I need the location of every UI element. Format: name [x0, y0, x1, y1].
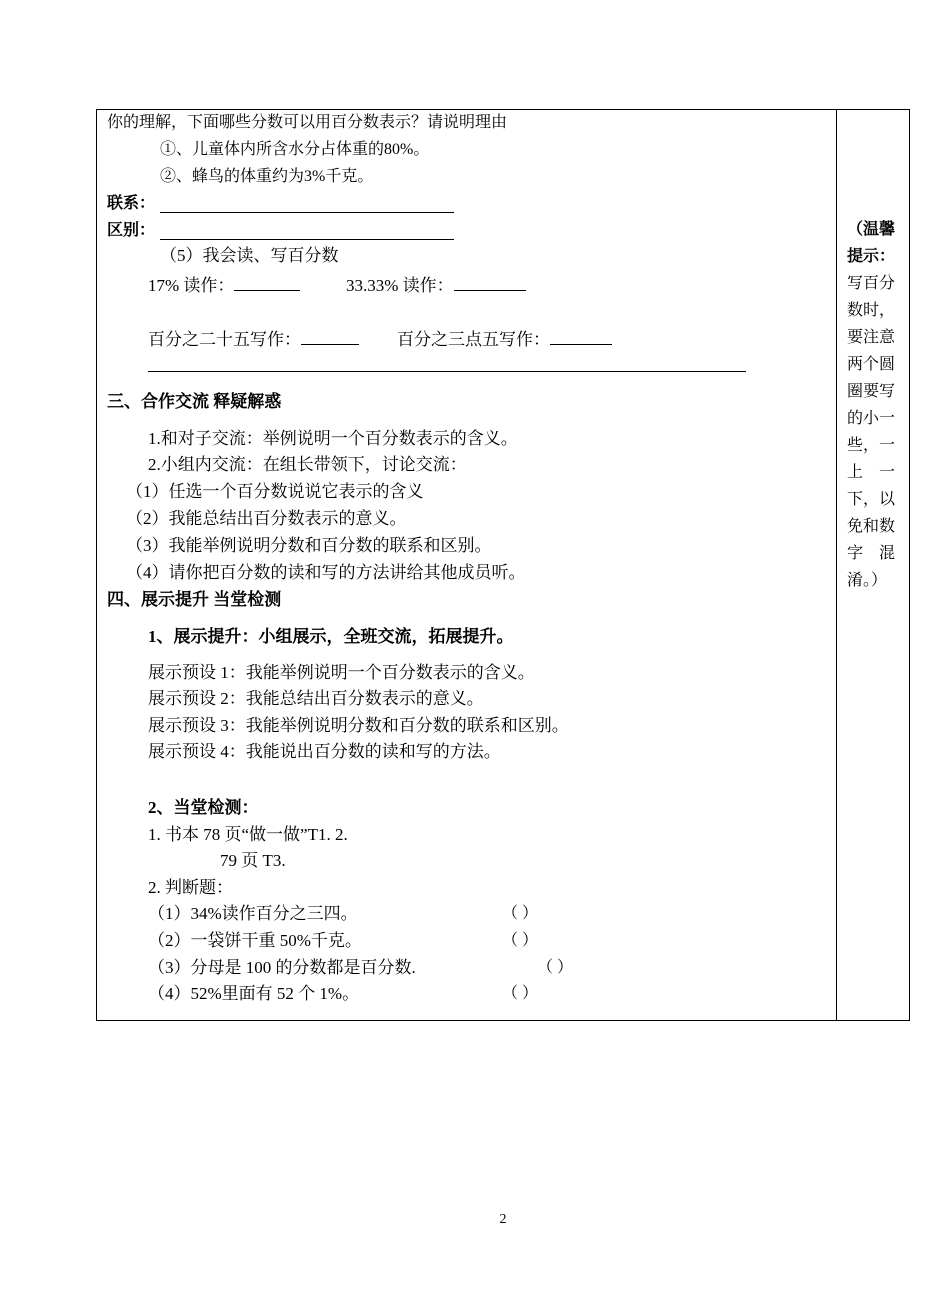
read-item-1-blank [234, 274, 300, 291]
sidebar-tip [847, 216, 905, 594]
preset-line: 展示预设 2：我能总结出百分数表示的意义。 [148, 689, 484, 708]
section3-line: 2.小组内交流：在组长带领下，讨论交流： [148, 455, 467, 474]
section3-line: （1）任选一个百分数说说它表示的含义 [126, 482, 424, 501]
sidebar-tip-line: 淆。） [847, 572, 888, 589]
difference-answer-line [160, 239, 454, 240]
read-item-1-prefix: 17% 读作： [148, 276, 235, 295]
read-item-2-blank [454, 274, 526, 291]
read-item-2-prefix: 33.33% 读作： [346, 276, 454, 295]
sidebar-tip-line: 下，以 [847, 491, 896, 508]
judge-question: （4）52%里面有 52 个 1%。 [148, 984, 360, 1003]
question-item-1: ①、儿童体内所含水分占体重的80%。 [160, 141, 430, 158]
section3-line: 1.和对子交流：举例说明一个百分数表示的含义。 [148, 429, 518, 448]
judge-question: （1）34%读作百分之三四。 [148, 904, 358, 923]
preset-line: 展示预设 3：我能举例说明分数和百分数的联系和区别。 [148, 716, 569, 735]
section3-title: 三、合作交流 释疑解惑 [107, 392, 282, 411]
sidebar-tip-line: 上 一 [847, 464, 896, 481]
judge-question: （3）分母是 100 的分数都是百分数. [148, 958, 416, 977]
sidebar-tip-line: 些，一 [847, 437, 896, 454]
relation-label: 联系： [107, 195, 156, 212]
write-item-1-blank [301, 328, 359, 345]
check-item-1b: 79 页 T3. [220, 851, 286, 870]
section3-line: （4）请你把百分数的读和写的方法讲给其他成员听。 [126, 563, 526, 582]
sidebar-tip-line: 数时， [847, 302, 896, 319]
sidebar-tip-line: 圈要写 [847, 383, 896, 400]
sidebar-tip-line: 要注意 [847, 329, 896, 346]
sidebar-tip-line: 免和数 [847, 518, 896, 535]
sidebar-tip-line: 字 混 [847, 545, 896, 562]
read-item-2 [346, 274, 526, 296]
section4-sub2: 2、当堂检测： [148, 798, 259, 817]
check-item-1: 1. 书本 78 页“做一做”T1. 2. [148, 825, 348, 844]
difference-label: 区别： [107, 222, 156, 239]
reading-heading: （5）我会读、写百分数 [160, 246, 339, 265]
separator-line [148, 371, 746, 372]
read-item-1 [148, 274, 300, 296]
sidebar-tip-line: 写百分 [847, 275, 896, 292]
section4-title: 四、展示提升 当堂检测 [107, 590, 282, 609]
sidebar-tip-line: 提示： [847, 248, 896, 265]
relation-answer-line [160, 212, 454, 213]
check-item-2: 2. 判断题： [148, 878, 233, 897]
sidebar-tip-line: 的小一 [847, 410, 896, 427]
section3-line: （3）我能举例说明分数和百分数的联系和区别。 [126, 536, 492, 555]
judge-answer-paren: （ ） [502, 905, 539, 922]
judge-answer-paren: （ ） [502, 932, 539, 949]
sidebar-tip-line: 两个圆 [847, 356, 896, 373]
write-item-2-prefix: 百分之三点五写作： [397, 330, 550, 349]
question-intro: 你的理解，下面哪些分数可以用百分数表示？请说明理由 [107, 114, 508, 131]
judge-question: （2）一袋饼干重 50%千克。 [148, 931, 362, 950]
judge-answer-paren: （ ） [502, 985, 539, 1002]
write-item-2-blank [550, 328, 612, 345]
sidebar-tip-line: （温馨 [847, 221, 896, 238]
table-column-divider [836, 109, 837, 1021]
write-item-1 [148, 328, 359, 350]
preset-line: 展示预设 4：我能说出百分数的读和写的方法。 [148, 742, 501, 761]
section4-sub1: 1、展示提升：小组展示，全班交流，拓展提升。 [148, 627, 514, 646]
write-item-1-prefix: 百分之二十五写作： [148, 330, 301, 349]
write-item-2 [397, 328, 612, 350]
section3-line: （2）我能总结出百分数表示的意义。 [126, 509, 407, 528]
judge-answer-paren: （ ） [537, 959, 574, 976]
question-item-2: ②、蜂鸟的体重约为3%千克。 [160, 168, 374, 185]
preset-line: 展示预设 1：我能举例说明一个百分数表示的含义。 [148, 663, 535, 682]
page-number: 2 [499, 1212, 507, 1227]
